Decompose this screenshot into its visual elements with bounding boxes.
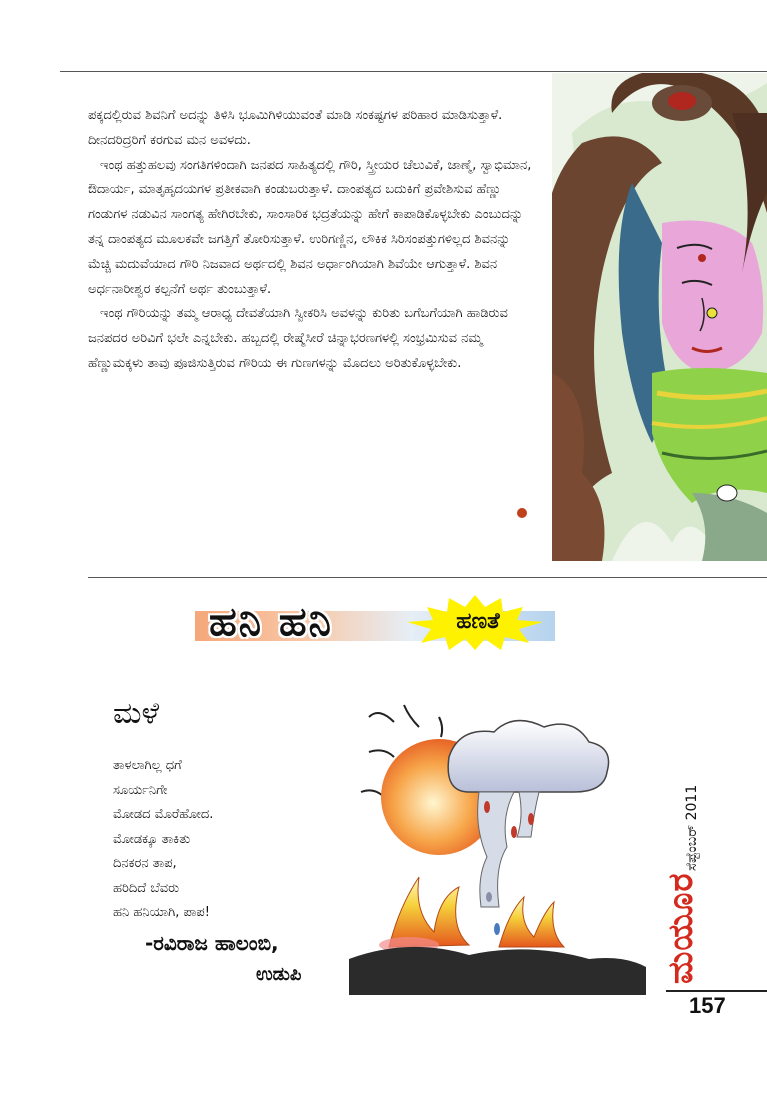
poem-author-place: ಉಡುಪಿ	[256, 964, 302, 985]
section-banner	[195, 595, 555, 650]
poem-line: ತಾಳಲಾಗಿಲ್ಲ ಧಗೆ	[113, 758, 182, 773]
page-number-rule	[666, 990, 767, 992]
section-rule	[88, 577, 767, 578]
poem-line: ಮೋಡಕ್ಕೂ ತಾಕಿತು	[113, 831, 191, 847]
article-paragraph: ಇಂಥ ಗೌರಿಯನ್ನು ತಮ್ಮ ಆರಾಧ್ಯ ದೇವತೆಯಾಗಿ ಸ್ವೀಕರಿಸಿ ಅವಳನ್ನು ಕುರಿತು ಬಗೆಬಗೆಯಾಗಿ ಹಾಡಿರುವ ಜನಪದರ ಅರಿವಿಗೆ ಭಲೇ ಎನ್ನಬೇಕು. ಹಬ್ಬದಲ್ಲಿ ರೇಷ್ಮೆಸೀರೆ ಚಿನ್ನಾಭರಣಗಳಲ್ಲಿ ಸಂಭ್ರಮಿಸುವ ನಮ್ಮ ಹೆಣ್ಣುಮಕ್ಕಳು ತಾವು ಪೂಜಿಸುತ್ತಿರುವ ಗೌರಿಯ ಈ ಗುಣಗಳನ್ನು ಮೊದಲು ಅರಿತುಕೊಳ್ಳಬೇಕು.	[88, 306, 508, 371]
banner-title: ಹನಿ ಹನಿ	[209, 599, 333, 645]
poem-line: ಮೋಡದ ಮೊರೆಹೋದ.	[113, 807, 214, 822]
sun-cloud-illustration	[349, 697, 646, 995]
end-of-article-bullet	[517, 508, 527, 518]
article-body	[88, 104, 536, 377]
poem-line: ಹನಿ ಹನಿಯಾಗಿ, ಪಾಪ!	[113, 905, 210, 920]
poem-line: ಹರಿದಿದೆ ಬೆವರು	[113, 880, 180, 896]
magazine-name: ಮಯೂರ	[661, 872, 701, 984]
poem-line: ದಿನಕರನ ತಾಪ,	[113, 856, 177, 871]
poem-body	[113, 754, 213, 926]
banner-badge: ಹಣತೆ	[456, 609, 500, 634]
poem-line: ಸೂರ್ಯನಿಗೇ	[113, 782, 168, 798]
page-number: 157	[689, 993, 726, 1018]
gauri-illustration	[552, 73, 767, 561]
issue-date: ಸೆಪ್ಟೆಂಬರ್ 2011	[684, 784, 700, 871]
article-paragraph: ಇಂಥ ಹತ್ತುಹಲವು ಸಂಗತಿಗಳಿಂದಾಗಿ ಜನಪದ ಸಾಹಿತ್ಯದಲ್ಲಿ ಗೌರಿ, ಸ್ತ್ರೀಯರ ಚೆಲುವಿಕೆ, ಜಾಣ್ಮೆ, ಸ್ವಾಭಿಮಾನ, ಔದಾರ್ಯ, ಮಾತೃಹೃದಯಗಳ ಪ್ರತೀಕವಾಗಿ ಕಂಡುಬರುತ್ತಾಳೆ. ದಾಂಪತ್ಯದ ಬದುಕಿಗೆ ಪ್ರವೇಶಿಸುವ ಹೆಣ್ಣು ಗಂಡುಗಳ ನಡುವಿನ ಸಾಂಗತ್ಯ ಹೇಗಿರಬೇಕು, ಸಾಂಸಾರಿಕ ಭದ್ರತೆಯನ್ನು ಹೇಗೆ ಕಾಪಾಡಿಕೊಳ್ಳಬೇಕು ಎಂಬುದನ್ನು ತನ್ನ ದಾಂಪತ್ಯದ ಮೂಲಕವೇ ಜಗತ್ತಿಗೆ ತೋರಿಸುತ್ತಾಳೆ. ಉರಿಗಣ್ಣಿನ, ಲೌಕಿಕ ಸಿರಿಸಂಪತ್ತುಗಳಿಲ್ಲದ ಶಿವನನ್ನು ಮೆಚ್ಚಿ ಮದುವೆಯಾದ ಗೌರಿ ನಿಜವಾದ ಅರ್ಥದಲ್ಲಿ ಶಿವನ ಅರ್ಧಾಂಗಿಯಾಗಿ ಶಿವೆಯೇ ಆಗುತ್ತಾಳೆ. ಶಿವನ ಅರ್ಧನಾರೀಶ್ವರ ಕಲ್ಪನೆಗೆ ಅರ್ಥ ತುಂಬುತ್ತಾಳೆ.	[88, 157, 532, 297]
article-paragraph: ಪಕ್ಕದಲ್ಲಿರುವ ಶಿವನಿಗೆ ಅದನ್ನು ತಿಳಿಸಿ ಭೂಮಿಗಿಳಿಯುವಂತೆ ಮಾಡಿ ಸಂಕಷ್ಟಗಳ ಪರಿಹಾರ ಮಾಡಿಸುತ್ತಾಳೆ. ದೀನದರಿದ್ರರಿಗೆ ಕರಗುವ ಮನ ಅವಳದು.	[88, 108, 503, 148]
poem-title: ಮಳೆ	[113, 696, 160, 731]
poem-author: -ರವಿರಾಜ ಹಾಲಂಬಿ,	[145, 931, 279, 955]
magazine-label	[659, 784, 719, 984]
top-rule	[60, 71, 767, 72]
